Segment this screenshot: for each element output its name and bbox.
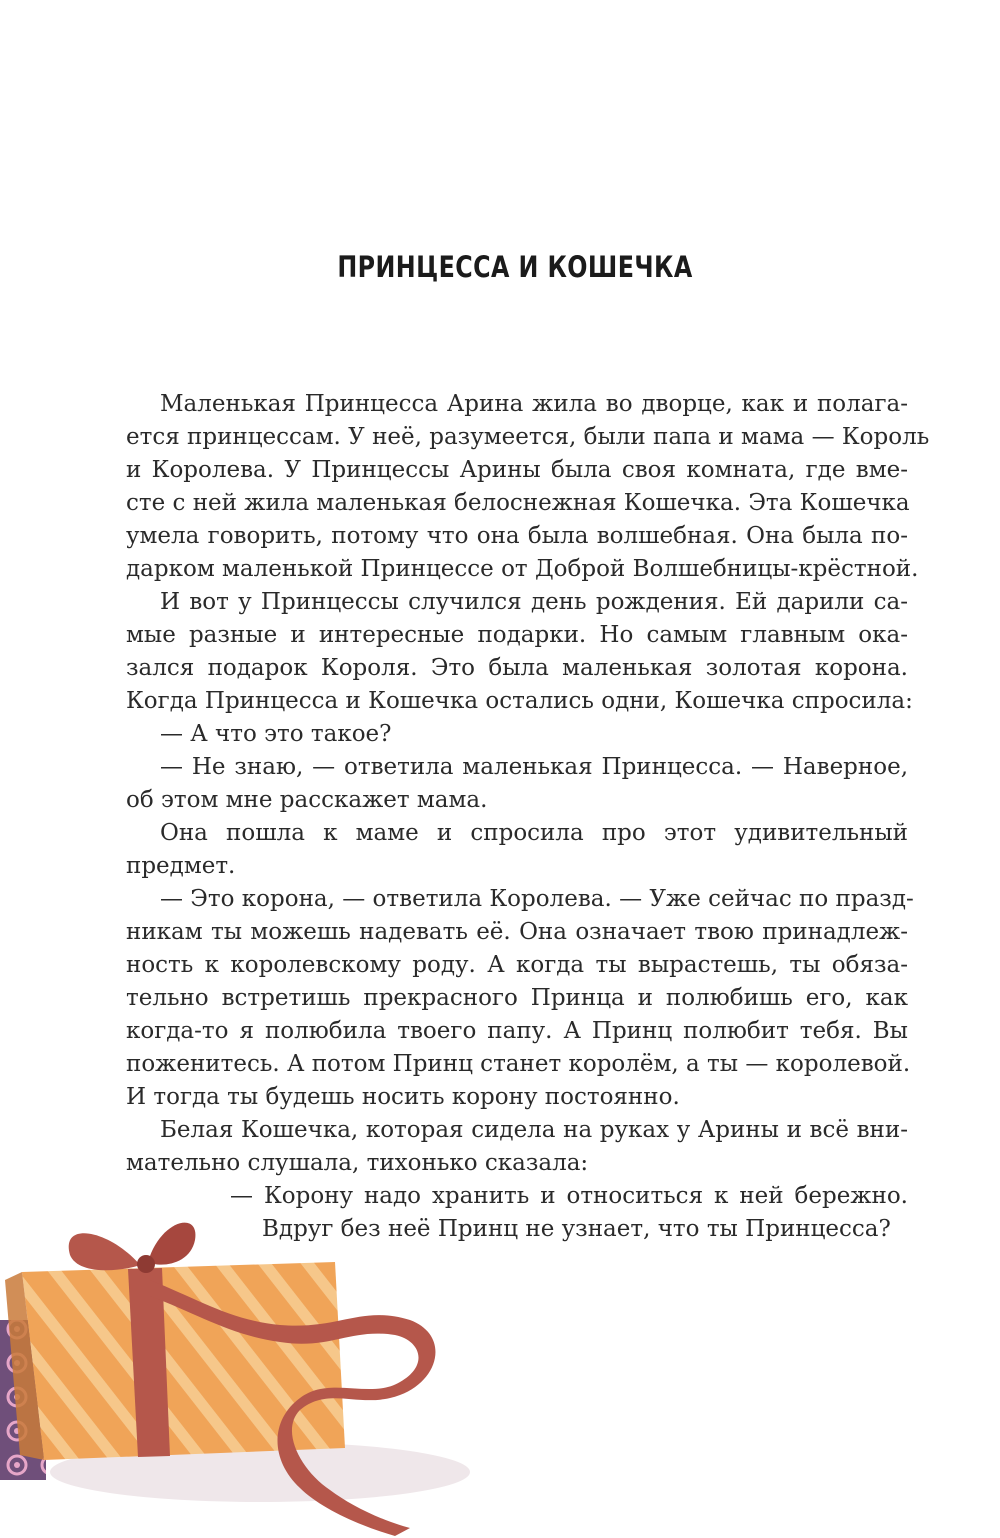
story-line: ется принцессам. У неё, разумеется, были папа и мама — Король <box>126 424 930 450</box>
story-line: — Корону надо хранить и относиться к ней бережно. <box>230 1183 908 1209</box>
story-line: Когда Принцесса и Кошечка остались одни, Кошечка спросила: <box>126 688 913 714</box>
story-line: об этом мне расскажет мама. <box>126 787 488 813</box>
story-line: Вдруг без неё Принц не узнает, что ты Принцесса? <box>262 1216 891 1242</box>
story-line: когда-то я полюбила твоего папу. А Принц полюбит тебя. Вы <box>126 1018 908 1044</box>
story-line: зался подарок Короля. Это была маленькая золотая корона. <box>126 655 908 681</box>
story-line: поженитесь. А потом Принц станет королём, а ты — королевой. <box>126 1051 911 1077</box>
story-line: тельно встретишь прекрасного Принца и полюбишь его, как <box>126 985 908 1011</box>
story-line: сте с ней жила маленькая белоснежная Кошечка. Эта Кошечка <box>126 490 910 516</box>
gift-box-with-ribbon-icon <box>0 1210 500 1538</box>
story-line: Она пошла к маме и спросила про этот удивительный <box>160 820 908 846</box>
story-line: — А что это такое? <box>160 721 392 747</box>
story-line: Маленькая Принцесса Арина жила во дворце, как и полага- <box>160 391 908 417</box>
story-line: И тогда ты будешь носить корону постоянно. <box>126 1084 680 1110</box>
story-line: мые разные и интересные подарки. Но самым главным ока- <box>126 622 908 648</box>
story-line: Белая Кошечка, которая сидела на руках у Арины и всё вни- <box>160 1117 908 1143</box>
story-line: ность к королевскому роду. А когда ты вырастешь, ты обяза- <box>126 952 908 978</box>
story-line: и Королева. У Принцессы Арины была своя комната, где вме- <box>126 457 908 483</box>
gift-box-icon <box>22 1262 345 1460</box>
story-line: И вот у Принцессы случился день рождения. Ей дарили са- <box>160 589 908 615</box>
story-line: предмет. <box>126 853 236 879</box>
story-line: мательно слушала, тихонько сказала: <box>126 1150 589 1176</box>
story-line: никам ты можешь надевать её. Она означает твою принадлеж- <box>126 919 908 945</box>
story-line: умела говорить, потому что она была волшебная. Она была по- <box>126 523 908 549</box>
story-line: дарком маленькой Принцессе от Доброй Волшебницы-крёстной. <box>126 556 919 582</box>
story-text <box>126 388 930 1246</box>
story-line: — Не знаю, — ответила маленькая Принцесса. — Наверное, <box>160 754 908 780</box>
story-line: — Это корона, — ответила Королева. — Уже сейчас по празд- <box>160 886 914 912</box>
page-title: ПРИНЦЕССА И КОШЕЧКА <box>337 250 693 284</box>
